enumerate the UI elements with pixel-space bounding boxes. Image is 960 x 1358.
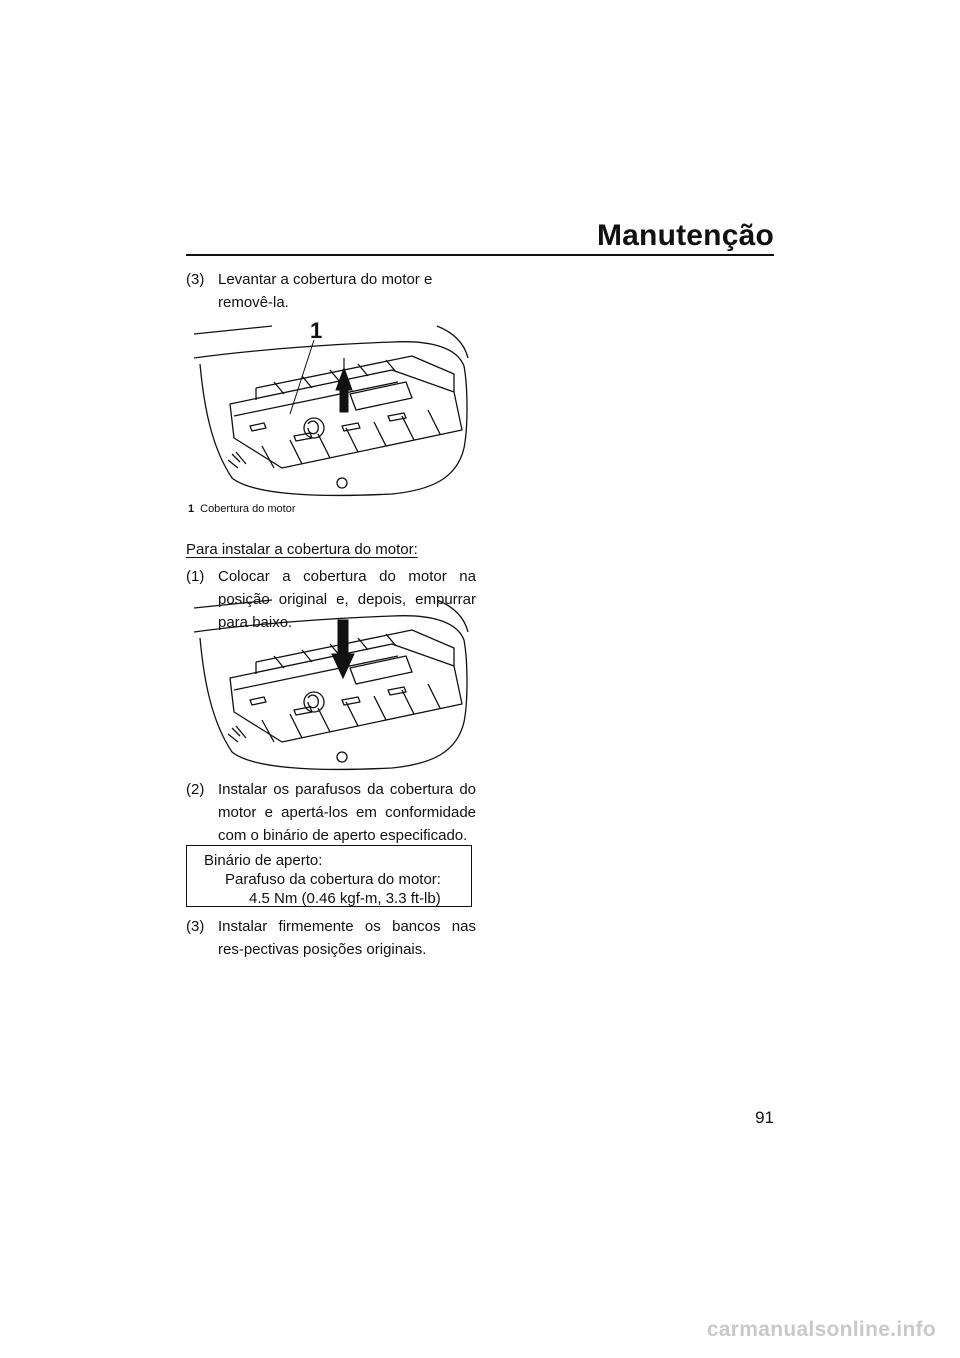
engine-cover-install-illustration (192, 592, 474, 774)
spec-item: Parafuso da cobertura do motor: (225, 871, 441, 888)
install-step-3 (186, 915, 476, 961)
page-number: 91 (755, 1108, 774, 1127)
caption-text: Cobertura do motor (200, 503, 296, 515)
spec-label: Binário de aperto: (204, 852, 323, 869)
caption-number: 1 (188, 503, 195, 515)
spec-value: 4.5 Nm (0.46 kgf-m, 3.3 ft-lb) (249, 890, 441, 907)
step-number: (1) (186, 568, 205, 585)
install-step-2 (186, 778, 476, 847)
figure-callout-1: 1 (310, 318, 323, 343)
step-text: Colocar a cobertura do motor na posição original e, depois, empurrar para baixo. (218, 568, 476, 631)
page-title: Manutenção (596, 219, 774, 252)
install-heading: Para instalar a cobertura do motor: (186, 541, 418, 558)
remove-step-3 (186, 268, 476, 314)
step-number: (2) (186, 781, 205, 798)
step-text: Instalar firmemente os bancos nas res-pectivas posições originais. (218, 918, 476, 958)
watermark: carmanualsonline.info (706, 1318, 936, 1341)
figure-caption (188, 503, 296, 515)
engine-cover-remove-illustration (192, 318, 474, 500)
tightening-torque-box (186, 845, 472, 907)
step-text: Levantar a cobertura do motor e removê-la. (218, 271, 433, 311)
step-number: (3) (186, 918, 205, 935)
step-number: (3) (186, 271, 205, 288)
header-divider (186, 254, 774, 256)
step-text: Instalar os parafusos da cobertura do motor e apertá-los em conformidade com o binário de aperto especificado. (218, 781, 476, 844)
